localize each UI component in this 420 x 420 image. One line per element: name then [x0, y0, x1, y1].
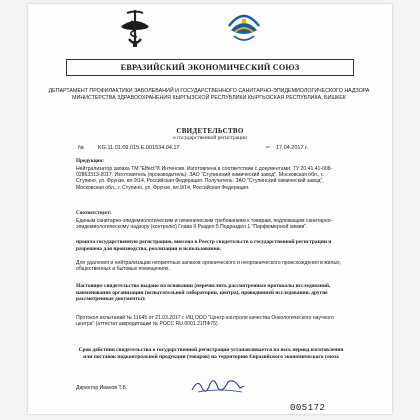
compliance-label: Соответствует:	[76, 210, 112, 216]
number-label: №	[78, 145, 84, 151]
department-heading: ДЕПАРТАМЕНТ ПРОФИЛАКТИКИ ЗАБОЛЕВАНИЙ И ГОСУДАРСТВЕННОГО САНИТАРНО-ЭПИДЕМИОЛОГИЧЕСКОГО НАДЗОРА МИНИСТЕРСТВА ЗДРАВООХРАНЕНИЯ КЫРГЫЗСКОЙ РЕСПУБЛИКИ КЫРГЫЗСКАЯ РЕСПУБЛИКА, БИШКЕК	[48, 88, 370, 101]
from-label: от	[266, 144, 270, 149]
product-label: Продукция:	[76, 158, 105, 164]
certificate-sheet	[28, 4, 392, 414]
registration-date: 17.04.2017 г.	[276, 145, 308, 151]
eaeu-emblem	[225, 8, 263, 48]
validity-note: Срок действия свидетельства о государственной регистрации устанавливается на весь период изготовления или поставок подконтрольной продукции (товаров) на территорию Евразийского экономического союза	[78, 347, 344, 360]
usage-text: Для удаления и нейтрализации неприятных запахов органического и неорганического происхождения в жилых, общественных и бытовых помещениях.	[76, 260, 342, 273]
serial-number: 005172	[290, 403, 326, 413]
registration-line	[78, 144, 348, 153]
product-description: Нейтрализатор запаха ТМ "Effect"® Интенсив. Изготовлена в соответствии с документами: ТУ 20.41.41-008-02863313-2017. Изготовитель (производитель): ЗАО "Ступинский химический завод", Московская обл., г. Ступино, ул. Фрунзе, вл.9/14, Российская Федерация. Получатель: ЗАО "Ступинский химический завод", Московская обл., г. Ступино, ул. Фрунзе, вл.9/14, Российская Федерация.	[76, 166, 333, 191]
caduceus-emblem	[115, 7, 155, 51]
union-name-banner: ЕВРАЗИЙСКИЙ ЭКОНОМИЧЕСКИЙ СОЮЗ	[66, 59, 354, 76]
registration-number: KG.11.01.09.015.Е.001534.04.17	[98, 145, 180, 151]
handwritten-signature	[188, 374, 248, 398]
protocol-text: Протокол испытаний № 11645 от 21.03.2017 г. ИЦ ООО "Центр контроля качества Онкологического научного центра" (аттестат аккредитации № РОСС RU.0001.21ПФ75)	[76, 315, 334, 328]
registration-statement: прошла государственную регистрацию, внесена в Реестр свидетельств о государственной регистрации и разрешена для производства, реализации и использования.	[76, 239, 332, 252]
issued-basis: Настоящее свидетельство выдано на основании (перечислить рассмотренные протоколы исследований, наименование организации (испытательной лаборатории, центра), проводившей исследования, другие рассмотренные документы):	[76, 283, 331, 303]
compliance-text: Единым санитарно-эпидемиологическим и гигиеническим требованиям к товарам, подлежащим санитарно-эпидемиологическому надзору (контролю) Глава II Раздел 5 Подраздел 1 "Парфюмерной химии".	[76, 218, 333, 231]
director-signatory: Директор Иванов Т.Б.	[76, 385, 128, 391]
certificate-subtitle: о государственной регистрации	[172, 135, 248, 141]
certificate-title: СВИДЕТЕЛЬСТВО	[176, 127, 244, 135]
